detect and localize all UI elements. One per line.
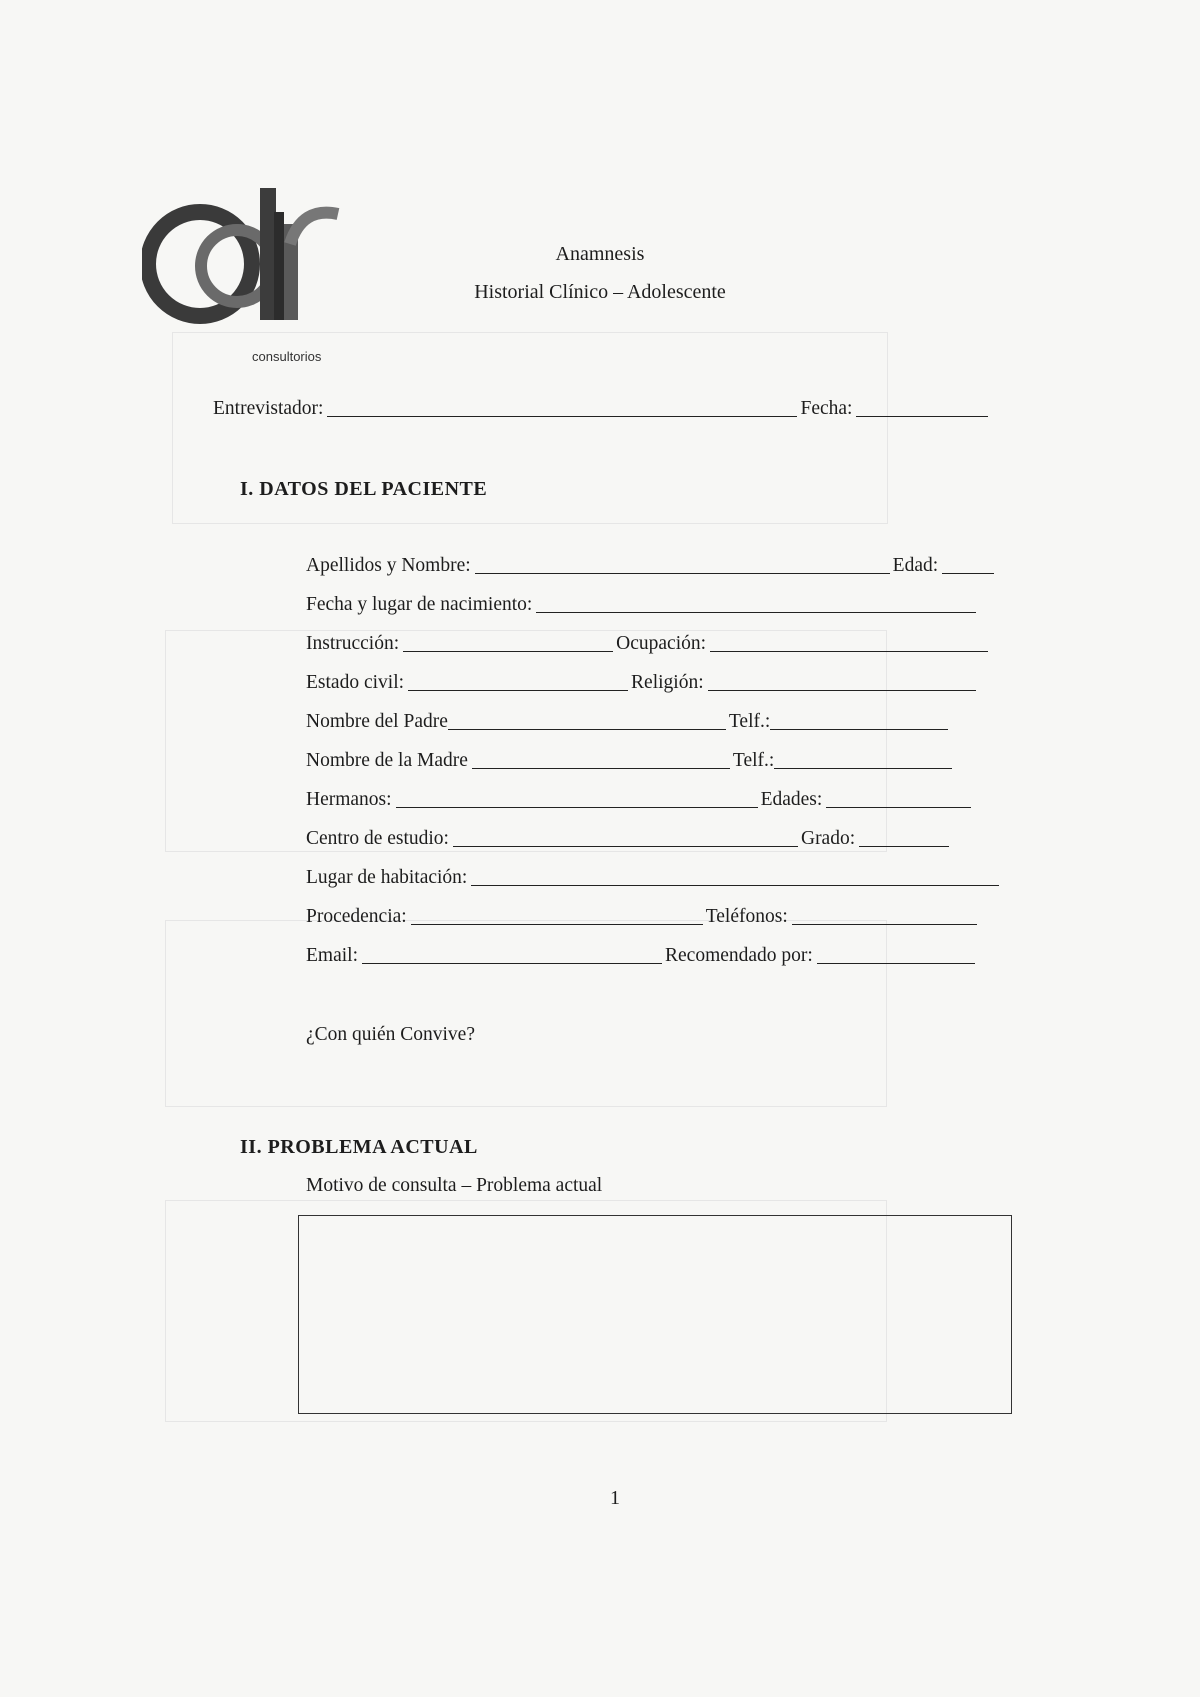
field-row-apellidos [306,555,997,577]
religion-field[interactable] [708,672,976,691]
edades-label: Edades: [760,789,823,810]
telf-padre-label: Telf.: [728,711,771,732]
recomendado-label: Recomendado por: [665,945,813,966]
edad-label: Edad: [892,555,939,576]
field-row-procedencia [306,906,980,928]
hermanos-label: Hermanos: [306,789,392,810]
bleed-through-box [165,630,887,852]
logo-caption: consultorios [252,349,322,364]
centro-field[interactable] [453,828,798,847]
clinic-logo [142,184,352,364]
padre-label: Nombre del Padre [306,711,448,732]
instruccion-label: Instrucción: [306,633,400,654]
field-row-instruccion [306,633,991,655]
motivo-consulta-label: Motivo de consulta – Problema actual [306,1175,603,1196]
field-row-email [306,945,978,967]
field-row-convive [306,1024,475,1046]
section-heading-patient-data: I. DATOS DEL PACIENTE [240,478,488,500]
grado-field[interactable] [859,828,949,847]
date-field[interactable] [856,398,988,417]
interviewer-label: Entrevistador: [213,398,324,419]
interviewer-row [213,398,991,420]
field-row-estado-civil [306,672,979,694]
religion-label: Religión: [631,672,704,693]
page-number: 1 [610,1487,620,1509]
field-row-centro [306,828,952,850]
grado-label: Grado: [800,828,856,849]
estado-civil-label: Estado civil: [306,672,405,693]
madre-field[interactable] [472,750,730,769]
telf-madre-label: Telf.: [732,750,775,771]
procedencia-field[interactable] [411,906,703,925]
instruccion-field[interactable] [403,633,613,652]
motivo-consulta-textbox[interactable] [298,1215,1012,1414]
field-row-habitacion [306,867,1002,889]
padre-field[interactable] [448,711,726,730]
edades-field[interactable] [826,789,971,808]
document-subtitle: Historial Clínico – Adolescente [474,281,726,303]
madre-label: Nombre de la Madre [306,750,468,771]
date-label: Fecha: [800,398,853,419]
habitacion-label: Lugar de habitación: [306,867,468,888]
habitacion-field[interactable] [471,867,999,886]
email-field[interactable] [362,945,662,964]
telefonos-label: Teléfonos: [705,906,788,927]
field-row-padre [306,711,951,733]
telf-madre-field[interactable] [774,750,952,769]
telefonos-field[interactable] [792,906,977,925]
apellidos-field[interactable] [475,555,890,574]
field-row-hermanos [306,789,974,811]
edad-field[interactable] [942,555,994,574]
document-title: Anamnesis [555,243,645,265]
interviewer-field[interactable] [327,398,797,417]
ocupacion-field[interactable] [710,633,988,652]
convive-label: ¿Con quién Convive? [306,1024,475,1045]
field-row-madre [306,750,955,772]
procedencia-label: Procedencia: [306,906,407,927]
section-heading-current-problem: II. PROBLEMA ACTUAL [240,1136,478,1158]
nacimiento-field[interactable] [536,594,976,613]
telf-padre-field[interactable] [770,711,948,730]
field-row-nacimiento [306,594,979,616]
apellidos-label: Apellidos y Nombre: [306,555,471,576]
estado-civil-field[interactable] [408,672,628,691]
ocupacion-label: Ocupación: [616,633,707,654]
centro-label: Centro de estudio: [306,828,449,849]
nacimiento-label: Fecha y lugar de nacimiento: [306,594,533,615]
hermanos-field[interactable] [396,789,758,808]
recomendado-field[interactable] [817,945,975,964]
email-label: Email: [306,945,358,966]
